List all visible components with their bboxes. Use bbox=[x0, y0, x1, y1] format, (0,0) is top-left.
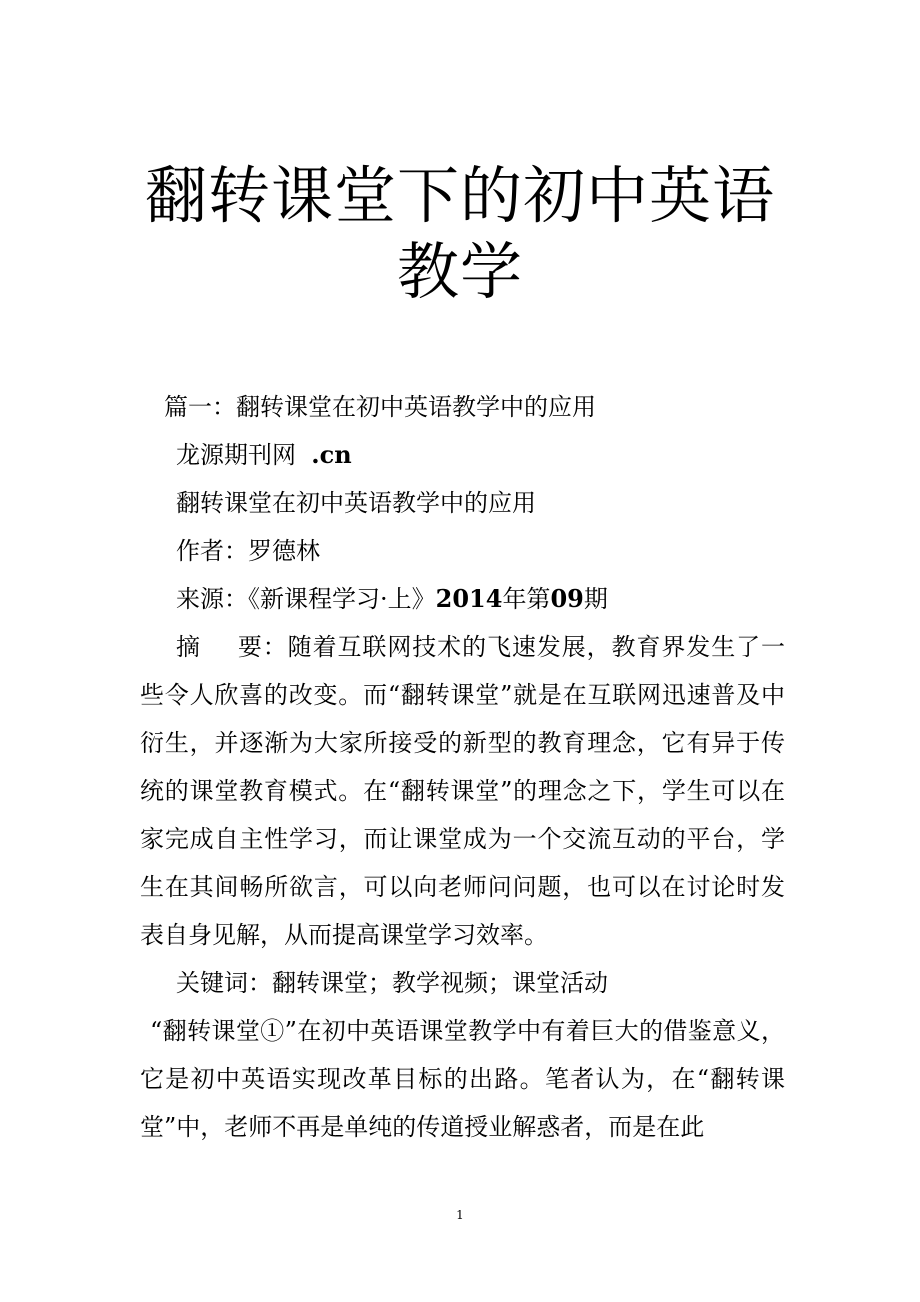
abstract-label-first: 摘 bbox=[176, 633, 201, 661]
abstract-label-second: 要： bbox=[236, 633, 288, 661]
author-line: 作者：罗德林 bbox=[176, 537, 320, 565]
site-domain: .cn bbox=[311, 440, 352, 469]
source-suffix: 期 bbox=[583, 585, 608, 613]
keywords-line: 关键词：翻转课堂；教学视频；课堂活动 bbox=[176, 969, 608, 997]
abstract-paragraph bbox=[140, 623, 785, 959]
site-name: 龙源期刊网 bbox=[176, 441, 296, 469]
source-issue: 09 bbox=[550, 584, 584, 613]
source-year: 2014 bbox=[435, 584, 503, 613]
section-heading: 篇一：翻转课堂在初中英语教学中的应用 bbox=[164, 393, 596, 421]
document-title: 翻转课堂下的初中英语教学 bbox=[144, 159, 775, 308]
page-number: 1 bbox=[456, 1208, 464, 1222]
abstract-text: 随着互联网技术的飞速发展，教育界发生了一些令人欣喜的改变。而“翻转课堂”就是在互联网迅速普及中衍生，并逐渐为大家所接受的新型的教育理念，它有异于传统的课堂教育模式。在“翻转课堂”的理念之下，学生可以在家完成自主性学习，而让课堂成为一个交流互动的平台，学生在其间畅所欲言，可以向老师问问题，也可以在讨论时发表自身见解，从而提高课堂学习效率。 bbox=[140, 633, 786, 949]
source-mid: 年第 bbox=[502, 585, 551, 613]
source-prefix: 来源：《新课程学习·上》 bbox=[176, 585, 436, 613]
article-title: 翻转课堂在初中英语教学中的应用 bbox=[176, 489, 536, 517]
body-paragraph: “翻转课堂①”在初中英语课堂教学中有着巨大的借鉴意义，它是初中英语实现改革目标的出路。笔者认为，在“翻转课堂”中，老师不再是单纯的传道授业解惑者，而是在此 bbox=[140, 1017, 785, 1141]
source-line bbox=[140, 575, 785, 623]
site-line bbox=[140, 431, 785, 479]
document-body bbox=[140, 383, 785, 1151]
